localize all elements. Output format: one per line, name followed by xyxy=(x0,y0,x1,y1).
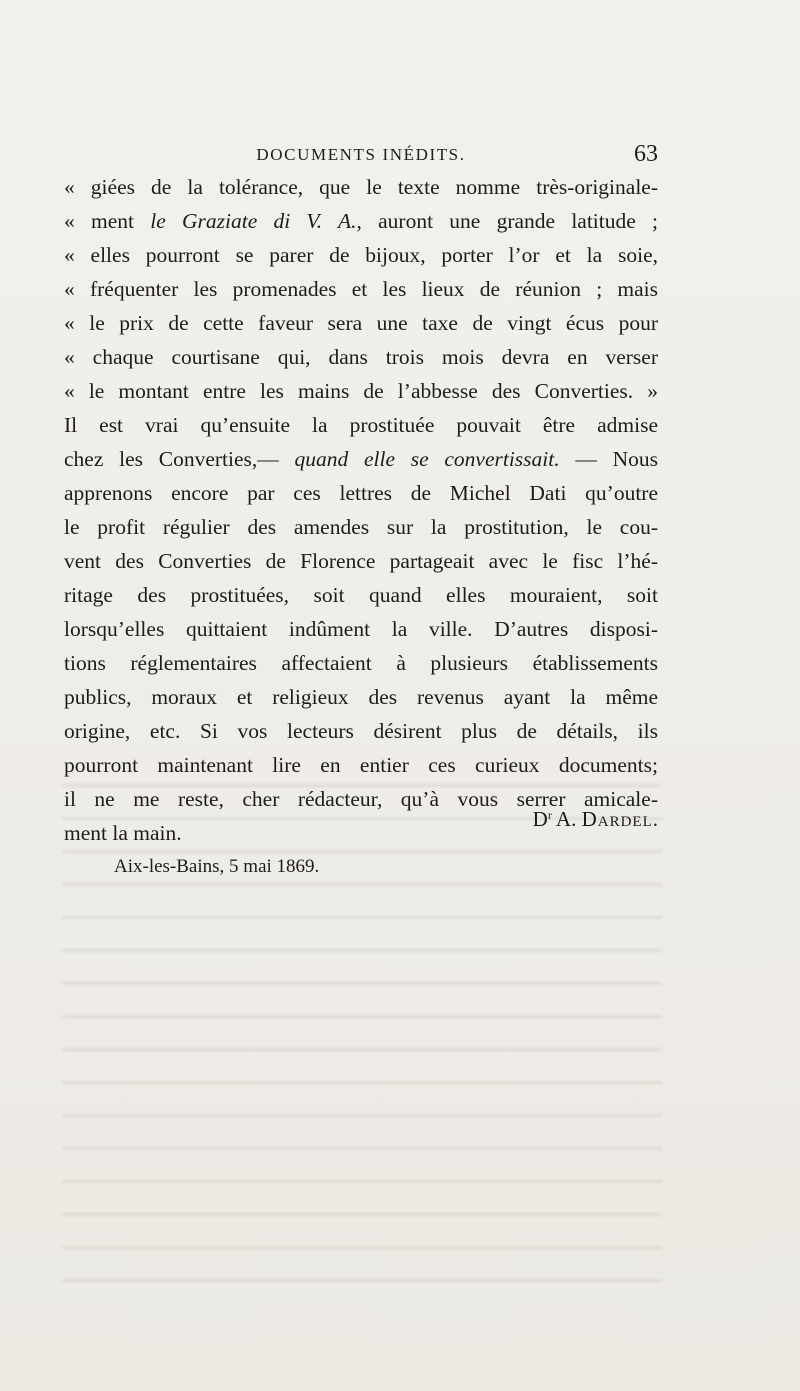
text-line-15: tions réglementaires affectaient à plusieurs établissements xyxy=(64,651,658,675)
running-title: DOCUMENTS INÉDITS. xyxy=(256,145,466,164)
text-line-5: « le prix de cette faveur sera une taxe de vingt écus pour xyxy=(64,311,658,335)
running-head xyxy=(64,141,658,171)
text-line-16: publics, moraux et religieux des revenus ayant la même xyxy=(64,685,658,709)
text-line-18: pourront maintenant lire en entier ces curieux documents; xyxy=(64,753,658,777)
dateline: Aix-les-Bains, 5 mai 1869. xyxy=(114,856,320,877)
text-line-9 xyxy=(64,442,658,476)
text-segment: , auront une grande latitude ; xyxy=(356,209,658,233)
page-number: 63 xyxy=(634,141,658,167)
signature xyxy=(533,807,659,832)
signature-initial: A. xyxy=(555,807,577,831)
text-line-3: « elles pourront se parer de bijoux, porter l’or et la soie, xyxy=(64,243,658,267)
text-line-17: origine, etc. Si vos lecteurs désirent plus de détails, ils xyxy=(64,719,658,743)
italic-phrase: quand elle se convertissait. xyxy=(294,447,560,471)
text-line-7: « le montant entre les mains de l’abbesse des Converties. » xyxy=(64,379,658,403)
text-line-20: ment la main. xyxy=(64,821,182,845)
body-text xyxy=(64,170,658,850)
text-line-19: il ne me reste, cher rédacteur, qu’à vous serrer amicale- xyxy=(64,787,658,811)
text-line-8: Il est vrai qu’ensuite la prostituée pouvait être admise xyxy=(64,413,658,437)
text-line-1: « giées de la tolérance, que le texte nomme très-originale- xyxy=(64,175,658,199)
text-line-13: ritage des prostituées, soit quand elles mouraient, soit xyxy=(64,583,658,607)
signature-title-sup: r xyxy=(547,808,552,822)
quote-mark: « xyxy=(64,209,75,233)
text-line-14: lorsqu’elles quittaient indûment la ville. D’autres disposi- xyxy=(64,617,658,641)
signature-surname: Dardel. xyxy=(581,807,659,831)
text-line-11: le profit régulier des amendes sur la prostitution, le cou- xyxy=(64,515,658,539)
text-line-4: « fréquenter les promenades et les lieux de réunion ; mais xyxy=(64,277,658,301)
signature-title: D xyxy=(532,807,548,831)
text-line-6: « chaque courtisane qui, dans trois mois devra en verser xyxy=(64,345,658,369)
italic-title: le Graziate di V. A. xyxy=(150,209,357,233)
text-line-12: vent des Converties de Florence partageait avec le fisc l’hé- xyxy=(64,549,658,573)
text-line-2 xyxy=(64,204,658,238)
text-segment: chez les Converties,— xyxy=(64,447,295,471)
text-segment: — Nous xyxy=(559,447,658,471)
text-segment: ment xyxy=(91,209,151,233)
text-line-10: apprenons encore par ces lettres de Michel Dati qu’outre xyxy=(64,481,658,505)
